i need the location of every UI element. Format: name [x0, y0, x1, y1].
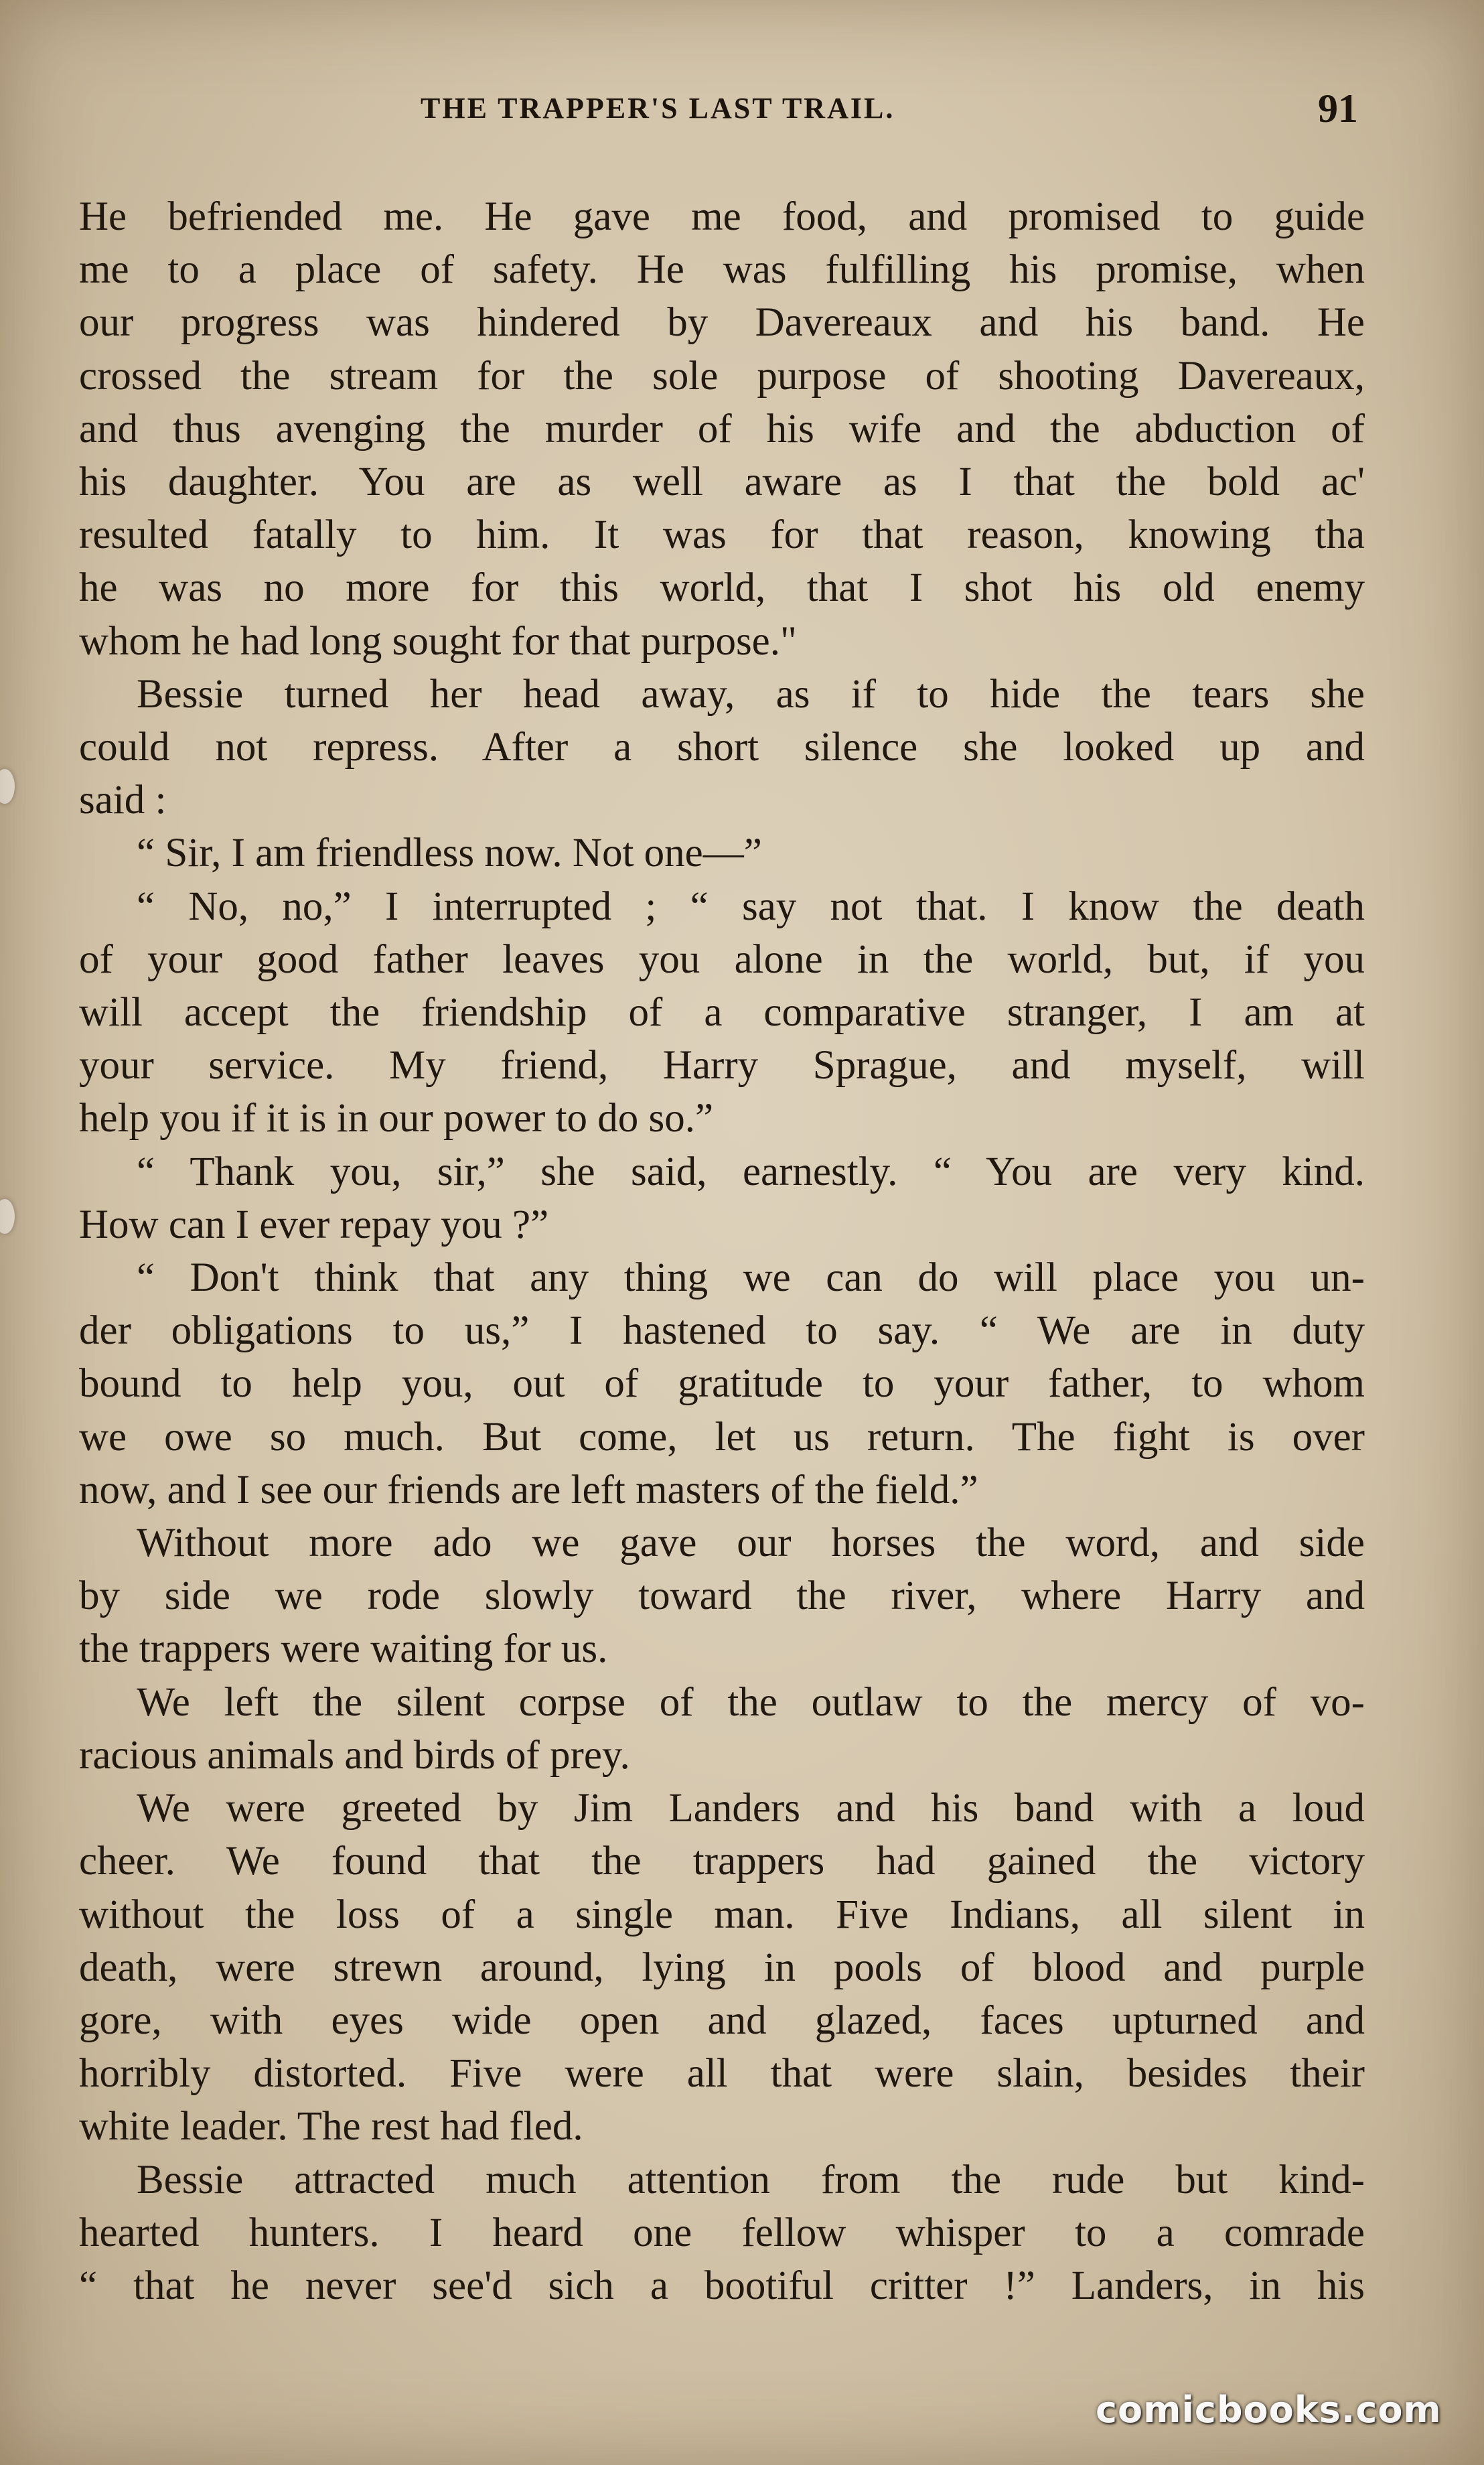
text-line: “ that he never see'd sich a bootiful critter !” Landers, in his [79, 2263, 1365, 2308]
text-line: gore, with eyes wide open and glazed, faces upturned and [79, 1997, 1365, 2043]
text-line: death, were strewn around, lying in pools of blood and purple [79, 1945, 1365, 1990]
text-line: “ Thank you, sir,” she said, earnestly. “ You are very kind. [137, 1149, 1365, 1194]
text-line: and thus avenging the murder of his wife and the abduction of [79, 406, 1365, 451]
text-line: He befriended me. He gave me food, and promised to guide [79, 194, 1365, 239]
text-line: we owe so much. But come, let us return. The fight is over [79, 1414, 1365, 1460]
text-line: We left the silent corpse of the outlaw to the mercy of vo- [137, 1679, 1365, 1725]
text-line: by side we rode slowly toward the river, where Harry and [79, 1573, 1365, 1619]
text-line: “ Sir, I am friendless now. Not one—” [137, 831, 762, 876]
text-line: white leader. The rest had fled. [79, 2104, 583, 2150]
text-line: crossed the stream for the sole purpose of shooting Davereaux, [79, 353, 1365, 399]
text-line: said : [79, 778, 167, 823]
text-line: “ Don't think that any thing we can do will place you un- [137, 1255, 1365, 1301]
text-lines [79, 190, 1365, 2312]
binding-hole-bottom [0, 1199, 15, 1234]
site-watermark: comicbooks.com [1096, 2389, 1442, 2431]
text-line: der obligations to us,” I hastened to say. “ We are in duty [79, 1308, 1365, 1354]
page-number: 91 [1318, 86, 1358, 131]
text-line: Bessie turned her head away, as if to hide the tears she [137, 671, 1365, 717]
text-line: now, and I see our friends are left masters of the field.” [79, 1467, 978, 1512]
text-line: Bessie attracted much attention from the rude but kind- [137, 2157, 1365, 2202]
text-line: will accept the friendship of a comparative stranger, I am at [79, 990, 1365, 1036]
text-line: hearted hunters. I heard one fellow whisper to a comrade [79, 2210, 1365, 2255]
text-line: bound to help you, out of gratitude to your father, to whom [79, 1361, 1365, 1407]
text-line: horribly distorted. Five were all that were slain, besides their [79, 2051, 1365, 2097]
text-line: racious animals and birds of prey. [79, 1732, 630, 1778]
text-line: help you if it is in our power to do so.” [79, 1096, 714, 1141]
text-line: cheer. We found that the trappers had gained the victory [79, 1839, 1365, 1884]
text-line: without the loss of a single man. Five Indians, all silent in [79, 1892, 1365, 1937]
text-line: his daughter. You are as well aware as I that the bold ac' [79, 460, 1365, 505]
text-line: resulted fatally to him. It was for that reason, knowing tha [79, 512, 1365, 558]
text-line: We were greeted by Jim Landers and his band with a loud [137, 1786, 1365, 1831]
text-line: of your good father leaves you alone in the world, but, if you [79, 936, 1365, 982]
text-line: whom he had long sought for that purpose." [79, 618, 797, 664]
text-line: Without more ado we gave our horses the word, and side [137, 1521, 1365, 1566]
binding-hole-top [0, 769, 15, 804]
text-line: could not repress. After a short silence she looked up and [79, 725, 1365, 770]
running-title: THE TRAPPER'S LAST TRAIL. [421, 92, 895, 125]
text-line: the trappers were waiting for us. [79, 1626, 608, 1672]
text-line: our progress was hindered by Davereaux and his band. He [79, 300, 1365, 346]
text-line: your service. My friend, Harry Sprague, and myself, will [79, 1043, 1365, 1088]
text-line: How can I ever repay you ?” [79, 1202, 549, 1247]
text-line: me to a place of safety. He was fulfilling his promise, when [79, 247, 1365, 293]
text-line: “ No, no,” I interrupted ; “ say not that. I know the death [137, 884, 1365, 929]
body-text [79, 190, 1365, 2312]
text-line: he was no more for this world, that I shot his old enemy [79, 565, 1365, 611]
